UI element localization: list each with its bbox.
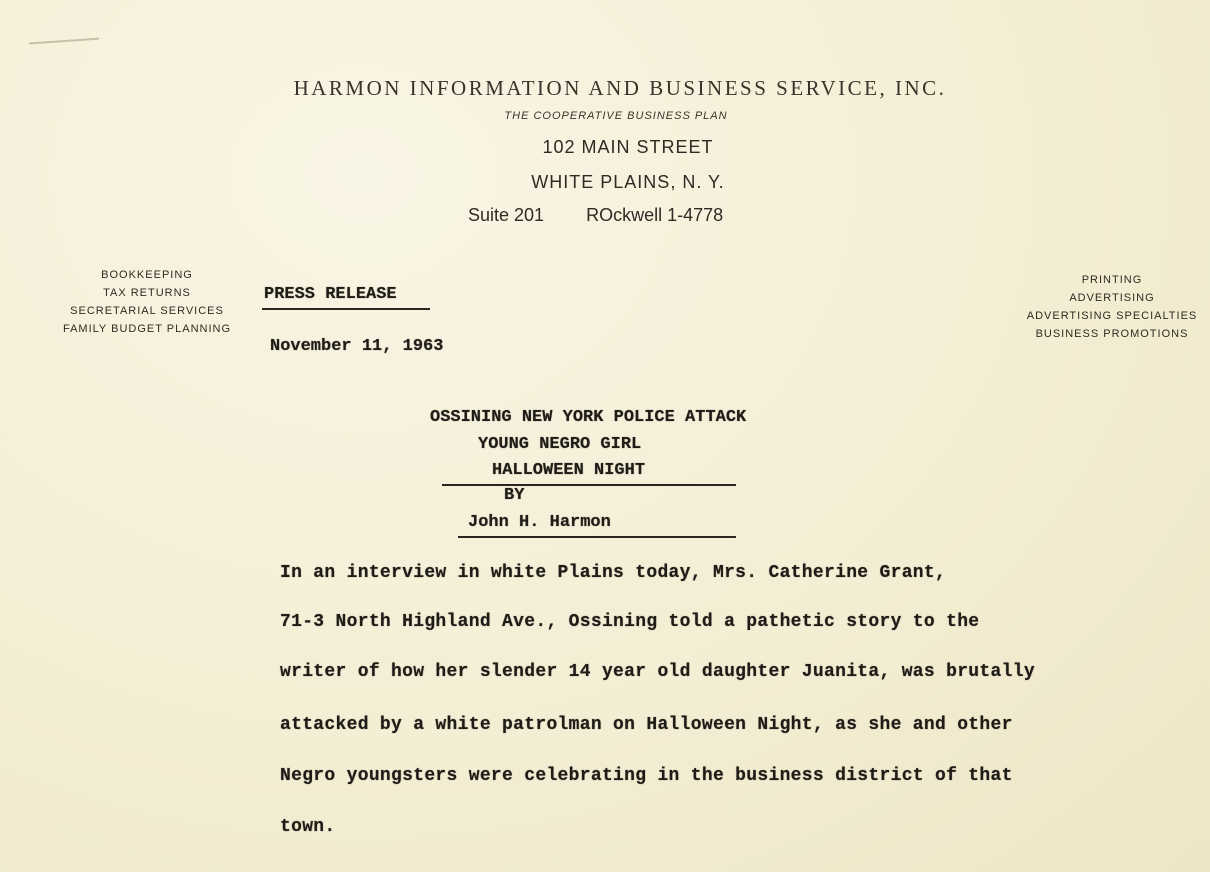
right-services-list bbox=[1020, 271, 1204, 343]
body-line: In an interview in white Plains today, Mrs. Catherine Grant, bbox=[280, 563, 947, 583]
press-release-label: PRESS RELEASE bbox=[264, 285, 397, 304]
headline-underline bbox=[442, 484, 736, 486]
byline-underline bbox=[458, 536, 736, 538]
release-date: November 11, 1963 bbox=[270, 337, 444, 356]
body-line: attacked by a white patrolman on Halloween Night, as she and other bbox=[280, 715, 1013, 735]
paper-mark bbox=[29, 38, 101, 75]
service-item: TAX RETURNS bbox=[103, 287, 191, 299]
company-tagline: THE COOPERATIVE BUSINESS PLAN bbox=[504, 110, 728, 122]
press-release-underline bbox=[262, 308, 430, 310]
service-item: ADVERTISING bbox=[1069, 292, 1155, 304]
byline-author: John H. Harmon bbox=[468, 513, 611, 532]
city-address: WHITE PLAINS, N. Y. bbox=[531, 172, 725, 192]
body-line: Negro youngsters were celebrating in the business district of that bbox=[280, 766, 1013, 786]
street-address: 102 MAIN STREET bbox=[542, 137, 714, 157]
service-item: BOOKKEEPING bbox=[101, 269, 193, 281]
suite-number: Suite 201 bbox=[468, 205, 545, 225]
body-line: 71-3 North Highland Ave., Ossining told a pathetic story to the bbox=[280, 612, 980, 632]
service-item: SECRETARIAL SERVICES bbox=[70, 305, 224, 317]
body-line: town. bbox=[280, 817, 336, 837]
headline-line-3: HALLOWEEN NIGHT bbox=[492, 461, 646, 480]
company-name: HARMON INFORMATION AND BUSINESS SERVICE, INC. bbox=[293, 76, 947, 100]
byline-by: BY bbox=[504, 486, 525, 505]
contact-row bbox=[468, 205, 723, 226]
body-line: writer of how her slender 14 year old daughter Juanita, was brutally bbox=[280, 662, 1035, 682]
phone-number: ROckwell 1-4778 bbox=[586, 205, 724, 225]
service-item: FAMILY BUDGET PLANNING bbox=[62, 323, 232, 335]
service-item: ADVERTISING SPECIALTIES bbox=[1026, 310, 1198, 322]
service-item: PRINTING bbox=[1081, 274, 1143, 286]
headline-line-1: OSSINING NEW YORK POLICE ATTACK bbox=[430, 408, 747, 427]
headline-line-2: YOUNG NEGRO GIRL bbox=[478, 435, 642, 454]
service-item: BUSINESS PROMOTIONS bbox=[1035, 328, 1189, 340]
left-services-list bbox=[52, 266, 242, 338]
